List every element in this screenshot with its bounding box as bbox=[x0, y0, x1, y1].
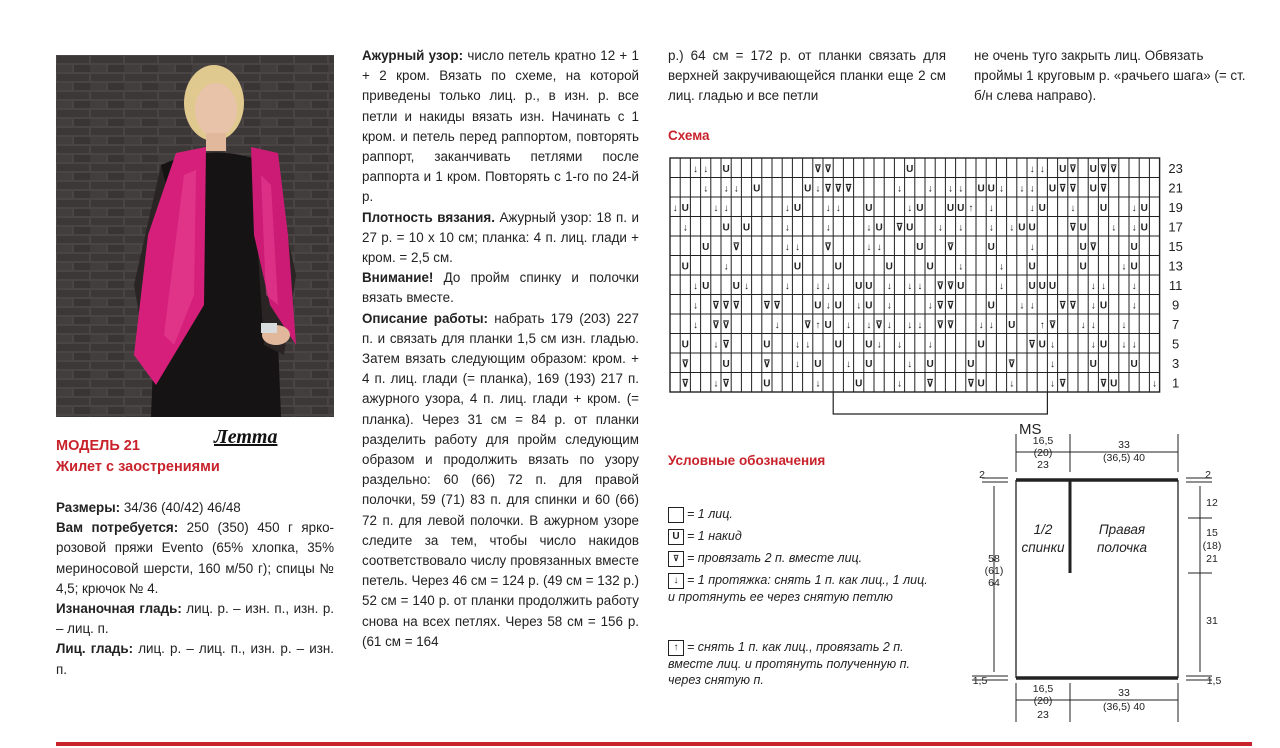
slip-down-symbol: ↓ bbox=[988, 202, 994, 214]
dim-left-1: 58 bbox=[988, 553, 1000, 565]
k2tog-symbol: ⊽ bbox=[732, 241, 740, 253]
k2tog-symbol: ⊽ bbox=[1059, 300, 1067, 312]
yarnover-symbol: U bbox=[906, 222, 914, 234]
k2tog-symbol: ⊽ bbox=[1099, 163, 1108, 175]
yarnover-symbol: U bbox=[722, 163, 730, 175]
slip-down-symbol: ↓ bbox=[1131, 202, 1137, 214]
slip-down-symbol: ↓ bbox=[1039, 163, 1045, 175]
slip-down-symbol: ↓ bbox=[866, 241, 872, 253]
slip-down-symbol: ↓ bbox=[897, 339, 902, 351]
slip-down-symbol: ↓ bbox=[1101, 280, 1106, 292]
dim-top-left-2: (20) bbox=[1033, 447, 1053, 459]
k2tog-symbol: ⊽ bbox=[814, 163, 822, 175]
yarnover-symbol: U bbox=[1059, 163, 1067, 175]
yarnover-symbol: U bbox=[702, 280, 710, 292]
yarnover-symbol: U bbox=[722, 222, 730, 234]
k2tog-symbol: ⊽ bbox=[712, 319, 720, 331]
yarnover-symbol: U bbox=[987, 183, 995, 195]
slip-down-symbol: ↓ bbox=[672, 202, 678, 214]
slip-down-symbol: ↓ bbox=[999, 183, 1004, 195]
dim-bottom-right-2: (36,5) 40 bbox=[1102, 701, 1146, 713]
yarnover-symbol: U bbox=[946, 202, 955, 214]
yarnover-symbol: U bbox=[1130, 241, 1138, 253]
k2tog-symbol: ⊽ bbox=[712, 300, 720, 312]
yarnover-symbol: U bbox=[804, 183, 812, 195]
front-label-2: полочка bbox=[1096, 540, 1148, 555]
row-number: 17 bbox=[1168, 219, 1183, 235]
k2tog-symbol: ⊽ bbox=[1069, 222, 1077, 234]
k2tog-symbol: ⊽ bbox=[936, 280, 944, 292]
slip-down-symbol: ↓ bbox=[744, 280, 749, 292]
legend-item-double-slip: ↑ = снять 1 п. как лиц., провязать 2 п. вместе лиц. и протянуть полученную п. через снятую п. bbox=[668, 640, 910, 687]
slip-down-symbol: ↓ bbox=[1009, 378, 1015, 390]
k2tog-symbol: ⊽ bbox=[967, 378, 975, 390]
slip-down-symbol: ↓ bbox=[784, 241, 790, 253]
yarnover-symbol: U bbox=[875, 222, 883, 234]
yarnover-symbol: U bbox=[722, 358, 730, 370]
slip-down-symbol: ↓ bbox=[1019, 300, 1025, 312]
yarnover-symbol: U bbox=[1048, 280, 1057, 292]
k2tog-symbol: ⊽ bbox=[1099, 183, 1108, 195]
slip-down-symbol: ↓ bbox=[825, 280, 831, 292]
yarnover-symbol: U bbox=[681, 202, 689, 214]
k2tog-symbol: ⊽ bbox=[1048, 319, 1057, 331]
yarnover-symbol: U bbox=[906, 163, 914, 175]
slip-up-symbol: ↑ bbox=[968, 202, 974, 214]
k2tog-symbol: ⊽ bbox=[1028, 339, 1036, 351]
slip-down-symbol: ↓ bbox=[1050, 378, 1055, 390]
slip-down-symbol: ↓ bbox=[784, 222, 790, 234]
yarnover-symbol: U bbox=[1048, 183, 1057, 195]
dim-right-31: 31 bbox=[1206, 615, 1218, 627]
slip-down-symbol: ↓ bbox=[1080, 319, 1086, 331]
slip-down-symbol: ↓ bbox=[693, 163, 698, 175]
yarnover-symbol: U bbox=[1089, 163, 1097, 175]
slip-down-symbol: ↓ bbox=[795, 339, 800, 351]
yarnover-symbol-icon: U bbox=[668, 529, 684, 545]
dim-right-12: 12 bbox=[1206, 497, 1218, 509]
chart-title: Схема bbox=[668, 128, 710, 143]
k2tog-symbol: ⊽ bbox=[926, 378, 934, 390]
yarnover-symbol: U bbox=[926, 261, 934, 273]
slip-down-symbol: ↓ bbox=[846, 319, 851, 331]
slip-down-symbol: ↓ bbox=[948, 183, 953, 195]
k2tog-symbol: ⊽ bbox=[722, 378, 730, 390]
dim-bottom-left-edge: 1,5 bbox=[972, 675, 988, 687]
slip-down-symbol: ↓ bbox=[988, 319, 994, 331]
yarnover-symbol: U bbox=[1140, 202, 1148, 214]
row-number: 15 bbox=[1168, 238, 1183, 254]
slip-down-symbol: ↓ bbox=[693, 319, 698, 331]
yarnover-symbol: U bbox=[967, 358, 975, 370]
slip-down-symbol: ↓ bbox=[1090, 280, 1096, 292]
k2tog-symbol: ⊽ bbox=[722, 339, 730, 351]
slip-down-symbol: ↓ bbox=[907, 202, 913, 214]
slip-down-symbol: ↓ bbox=[713, 378, 719, 390]
back-label-1: 1/2 bbox=[1033, 522, 1053, 537]
slip-down-symbol: ↓ bbox=[999, 261, 1004, 273]
slip-down-symbol: ↓ bbox=[1121, 261, 1127, 273]
k2tog-symbol: ⊽ bbox=[946, 241, 955, 253]
yarnover-symbol: U bbox=[1028, 280, 1036, 292]
dim-top-right-edge: 2 bbox=[1205, 469, 1211, 481]
watermark: Летта bbox=[214, 426, 278, 448]
dim-bottom-right-edge: 1,5 bbox=[1206, 675, 1222, 687]
knitting-chart bbox=[666, 154, 1190, 434]
slip-down-symbol: ↓ bbox=[713, 339, 719, 351]
slip-down-symbol: ↓ bbox=[1152, 378, 1157, 390]
slip-down-symbol: ↓ bbox=[846, 358, 851, 370]
dim-right-15-3: 21 bbox=[1206, 553, 1218, 565]
yarnover-symbol: U bbox=[1099, 339, 1108, 351]
yarnover-symbol: U bbox=[865, 280, 873, 292]
slip-down-symbol: ↓ bbox=[958, 222, 964, 234]
slip-down-symbol: ↓ bbox=[876, 241, 882, 253]
slip-down-symbol: ↓ bbox=[815, 280, 821, 292]
yarnover-symbol: U bbox=[1008, 319, 1016, 331]
yarnover-symbol: U bbox=[1018, 222, 1026, 234]
k2tog-symbol: ⊽ bbox=[1089, 241, 1097, 253]
yarnover-symbol: U bbox=[834, 261, 842, 273]
slip-down-symbol: ↓ bbox=[1090, 319, 1096, 331]
slip-down-symbol: ↓ bbox=[1009, 222, 1015, 234]
yarnover-symbol: U bbox=[855, 378, 863, 390]
dim-bottom-left-2: (20) bbox=[1033, 695, 1053, 707]
pattern-schematic bbox=[960, 428, 1230, 728]
slip-down-symbol: ↓ bbox=[876, 339, 882, 351]
slip-down-symbol: ↓ bbox=[682, 222, 688, 234]
front-label-1: Правая bbox=[1098, 522, 1146, 537]
yarnover-symbol: U bbox=[977, 378, 985, 390]
yarnover-symbol: U bbox=[793, 261, 802, 273]
slip-down-symbol: ↓ bbox=[988, 222, 994, 234]
k2tog-symbol: ⊽ bbox=[824, 241, 832, 253]
k2tog-symbol: ⊽ bbox=[1008, 358, 1016, 370]
slip-down-symbol: ↓ bbox=[1131, 222, 1137, 234]
dim-top-right-2: (36,5) 40 bbox=[1102, 452, 1146, 464]
yarnover-symbol: U bbox=[855, 280, 863, 292]
column-2 bbox=[362, 46, 639, 652]
yarnover-symbol: U bbox=[732, 280, 740, 292]
k2tog-symbol: ⊽ bbox=[681, 378, 689, 390]
dim-bottom-left-1: 16,5 bbox=[1032, 683, 1054, 695]
slip-down-symbol: ↓ bbox=[1121, 339, 1127, 351]
slip-down-symbol: ↓ bbox=[1131, 339, 1137, 351]
row-number: 3 bbox=[1171, 355, 1180, 371]
yarnover-symbol: U bbox=[1038, 339, 1046, 351]
slip-down-symbol: ↓ bbox=[886, 300, 892, 312]
yarnover-symbol: U bbox=[1130, 358, 1138, 370]
yarnover-symbol: U bbox=[681, 339, 689, 351]
sizes-paragraph: Размеры: 34/36 (40/42) 46/48 bbox=[56, 500, 241, 515]
description-paragraph: Описание работы: набрать 179 (203) 227 п. и связать для планки 1,5 см изн. гладью. Затем вязать следующим образом: кром. + 4 п. лиц. глади (= планка), 169 (193) 217 п. ажурного узора, 4 п. лиц. глади + кром. (= планка). Через 31 см = 84 р. от планки разделить работу для пройм следующим образом и продолжить вязать по узору раздельно: 60 (66) 72 п. для правой полочки, 59 (71) 83 п. для спинки и 60 (66) 72 п. для левой полочки. В ажурном узоре следите за тем, чтобы число накидов соответствовало числу провязанных вместе петель. Через 46 см = 124 р. (49 см = 132 р.) 52 см = 140 р. от планки продолжить работу снова на всех петлях. Через 58 см = 156 р. (61 см = 164 bbox=[362, 310, 640, 649]
slip-down-symbol: ↓ bbox=[917, 319, 923, 331]
yarnover-symbol: U bbox=[702, 241, 710, 253]
model-subtitle: Жилет с заострениями bbox=[56, 459, 220, 475]
yarnover-symbol: U bbox=[926, 358, 934, 370]
slip-down-symbol: ↓ bbox=[835, 202, 841, 214]
legend-item-k2tog: ⊽ = провязать 2 п. вместе лиц. bbox=[668, 550, 862, 567]
note-paragraph: Внимание! До пройм спинку и полочки вязать вместе. bbox=[362, 270, 639, 306]
yarnover-symbol: U bbox=[1089, 358, 1097, 370]
slip-down-symbol: ↓ bbox=[713, 202, 719, 214]
yarnover-symbol: U bbox=[763, 339, 771, 351]
slip-down-symbol: ↓ bbox=[774, 319, 780, 331]
slip-down-symbol: ↓ bbox=[733, 183, 739, 195]
slip-down-symbol: ↓ bbox=[693, 280, 698, 292]
slip-down-symbol: ↓ bbox=[805, 339, 811, 351]
slip-down-symbol: ↓ bbox=[1029, 163, 1035, 175]
yarnover-symbol: U bbox=[1130, 261, 1138, 273]
knit-symbol-icon bbox=[668, 507, 684, 523]
slip-down-symbol: ↓ bbox=[693, 300, 698, 312]
slip-up-symbol: ↑ bbox=[815, 319, 821, 331]
dim-right-15-2: (18) bbox=[1202, 540, 1222, 552]
slip-up-symbol: ↑ bbox=[1039, 319, 1045, 331]
slip-down-symbol: ↓ bbox=[937, 222, 943, 234]
k2tog-symbol: ⊽ bbox=[895, 222, 904, 234]
legend-item-slip: ↓ = 1 протяжка: снять 1 п. как лиц., 1 лиц. и протянуть ее через снятую петлю bbox=[668, 573, 928, 604]
slip-down-symbol: ↓ bbox=[795, 358, 800, 370]
dim-top-left-3: 23 bbox=[1037, 459, 1049, 471]
row-number: 21 bbox=[1168, 180, 1183, 196]
slip-down-symbol: ↓ bbox=[1029, 300, 1035, 312]
slip-down-symbol: ↓ bbox=[978, 319, 984, 331]
slip-down-symbol: ↓ bbox=[1121, 319, 1127, 331]
yarnover-symbol: U bbox=[1028, 261, 1036, 273]
model-title: МОДЕЛЬ 21 bbox=[56, 438, 140, 454]
dim-bottom-left-3: 23 bbox=[1037, 709, 1049, 721]
yarnover-symbol: U bbox=[753, 183, 761, 195]
row-number: 7 bbox=[1171, 316, 1180, 332]
yarnover-symbol: U bbox=[1038, 202, 1046, 214]
slip-down-symbol: ↓ bbox=[958, 183, 964, 195]
slip-down-symbol: ↓ bbox=[1111, 222, 1117, 234]
row-number: 9 bbox=[1171, 297, 1180, 313]
slip-down-symbol: ↓ bbox=[907, 358, 913, 370]
yarnover-symbol: U bbox=[865, 358, 873, 370]
yarnover-symbol: U bbox=[987, 241, 995, 253]
k2tog-symbol: ⊽ bbox=[824, 163, 832, 175]
yarnover-symbol: U bbox=[865, 339, 873, 351]
dim-left-3: 64 bbox=[988, 577, 1000, 589]
model-photo bbox=[56, 55, 334, 417]
bottom-rule bbox=[56, 742, 1252, 746]
k2tog-symbol: ⊽ bbox=[773, 300, 781, 312]
slip-down-symbol-icon: ↓ bbox=[668, 573, 684, 589]
dim-left-2: (61) bbox=[984, 565, 1004, 577]
yarnover-symbol: U bbox=[1038, 280, 1046, 292]
slip-down-symbol: ↓ bbox=[897, 183, 902, 195]
slip-down-symbol: ↓ bbox=[1029, 241, 1035, 253]
k2tog-symbol: ⊽ bbox=[844, 183, 853, 195]
k2tog-symbol: ⊽ bbox=[936, 300, 944, 312]
k2tog-symbol: ⊽ bbox=[1069, 183, 1077, 195]
slip-down-symbol: ↓ bbox=[1131, 300, 1137, 312]
yarnover-symbol: U bbox=[681, 261, 689, 273]
dim-top-left-1: 16,5 bbox=[1032, 435, 1054, 447]
k2tog-symbol: ⊽ bbox=[1059, 378, 1067, 390]
slip-down-symbol: ↓ bbox=[825, 202, 831, 214]
photo-illustration bbox=[56, 55, 334, 417]
k2tog-symbol: ⊽ bbox=[763, 300, 771, 312]
yarnover-symbol: U bbox=[885, 261, 893, 273]
materials-paragraph: Вам потребуется: 250 (350) 450 г ярко-розовой пряжи Evento (65% хлопка, 35% мериносовой шерсти, 160 м/50 г); спицы № 4,5; крючок № 4. bbox=[56, 520, 334, 596]
slip-down-symbol: ↓ bbox=[897, 378, 902, 390]
slip-down-symbol: ↓ bbox=[1090, 300, 1096, 312]
yarnover-symbol: U bbox=[793, 202, 802, 214]
legend-item-yarnover: U = 1 накид bbox=[668, 528, 742, 545]
slip-down-symbol: ↓ bbox=[886, 280, 892, 292]
slip-down-symbol: ↓ bbox=[856, 300, 862, 312]
yarnover-symbol: U bbox=[1028, 222, 1036, 234]
slip-down-symbol: ↓ bbox=[999, 280, 1004, 292]
yarnover-symbol: U bbox=[1079, 222, 1087, 234]
yarnover-symbol: U bbox=[1079, 261, 1087, 273]
slip-down-symbol: ↓ bbox=[784, 280, 790, 292]
k2tog-symbol: ⊽ bbox=[1110, 163, 1118, 175]
repeat-label: MS bbox=[1019, 421, 1042, 434]
yarnover-symbol: U bbox=[1089, 183, 1097, 195]
yarnover-symbol: U bbox=[957, 202, 965, 214]
slip-down-symbol: ↓ bbox=[795, 241, 800, 253]
row-number: 5 bbox=[1171, 336, 1180, 352]
slip-down-symbol: ↓ bbox=[1131, 280, 1137, 292]
yarnover-symbol: U bbox=[763, 378, 771, 390]
k2tog-symbol: ⊽ bbox=[763, 358, 771, 370]
yarnover-symbol: U bbox=[1079, 241, 1087, 253]
yarnover-symbol: U bbox=[865, 202, 873, 214]
yarnover-symbol: U bbox=[1140, 222, 1148, 234]
row-number: 19 bbox=[1168, 199, 1183, 215]
k2tog-symbol: ⊽ bbox=[681, 358, 689, 370]
purl-paragraph: Изнаночная гладь: лиц. р. – изн. п., изн. р. – лиц. п. bbox=[56, 601, 335, 637]
k2tog-symbol: ⊽ bbox=[804, 319, 812, 331]
yarnover-symbol: U bbox=[824, 319, 832, 331]
k2tog-symbol: ⊽ bbox=[732, 300, 740, 312]
row-number: 13 bbox=[1168, 258, 1183, 274]
lace-paragraph: Ажурный узор: число петель кратно 12 + 1 + 2 кром. Вязать по схеме, на которой приведены только лиц. р., в изн. р. все петли и накиды вязать изн. Начинать с 1 кром. и петель перед раппортом, повторять раппорт, заканчивать петлями после раппорта и 1 кром. Повторять с 1-го по 24-й р. bbox=[362, 48, 639, 205]
yarnover-symbol: U bbox=[834, 339, 842, 351]
row-number: 1 bbox=[1171, 375, 1180, 391]
slip-down-symbol: ↓ bbox=[815, 378, 821, 390]
k2tog-symbol: ⊽ bbox=[1059, 183, 1067, 195]
slip-down-symbol: ↓ bbox=[886, 319, 892, 331]
slip-down-symbol: ↓ bbox=[958, 261, 964, 273]
slip-down-symbol: ↓ bbox=[927, 300, 933, 312]
slip-down-symbol: ↓ bbox=[703, 163, 709, 175]
k2tog-symbol-icon: ⊽ bbox=[668, 551, 684, 567]
column-1 bbox=[56, 498, 334, 680]
slip-down-symbol: ↓ bbox=[1050, 339, 1055, 351]
yarnover-symbol: U bbox=[977, 339, 985, 351]
yarnover-symbol: U bbox=[1099, 202, 1108, 214]
slip-down-symbol: ↓ bbox=[825, 222, 831, 234]
row-number: 23 bbox=[1168, 160, 1183, 176]
column-3: р.) 64 см = 172 р. от планки связать для верхней закручивающейся планки еще 2 см лиц. гладью и все петли bbox=[668, 48, 946, 104]
slip-up-symbol-icon: ↑ bbox=[668, 640, 684, 656]
yarnover-symbol: U bbox=[865, 300, 873, 312]
slip-down-symbol: ↓ bbox=[1050, 358, 1055, 370]
k2tog-symbol: ⊽ bbox=[1069, 300, 1077, 312]
slip-down-symbol: ↓ bbox=[825, 300, 831, 312]
yarnover-symbol: U bbox=[1099, 300, 1108, 312]
slip-down-symbol: ↓ bbox=[907, 280, 913, 292]
slip-down-symbol: ↓ bbox=[866, 319, 872, 331]
yarnover-symbol: U bbox=[742, 222, 751, 234]
slip-down-symbol: ↓ bbox=[1090, 339, 1096, 351]
slip-down-symbol: ↓ bbox=[703, 183, 709, 195]
slip-down-symbol: ↓ bbox=[723, 261, 729, 273]
k2tog-symbol: ⊽ bbox=[824, 183, 832, 195]
dim-top-right-1: 33 bbox=[1118, 439, 1130, 451]
yarnover-symbol: U bbox=[1110, 378, 1118, 390]
dim-top-left-edge: 2 bbox=[979, 469, 985, 481]
dim-bottom-right-1: 33 bbox=[1118, 687, 1130, 699]
slip-down-symbol: ↓ bbox=[784, 202, 790, 214]
slip-down-symbol: ↓ bbox=[1070, 202, 1076, 214]
yarnover-symbol: U bbox=[814, 300, 822, 312]
k2tog-symbol: ⊽ bbox=[722, 319, 730, 331]
slip-down-symbol: ↓ bbox=[723, 183, 729, 195]
slip-down-symbol: ↓ bbox=[927, 339, 933, 351]
yarnover-symbol: U bbox=[814, 358, 822, 370]
k2tog-symbol: ⊽ bbox=[722, 300, 730, 312]
slip-down-symbol: ↓ bbox=[1019, 183, 1025, 195]
k2tog-symbol: ⊽ bbox=[946, 300, 955, 312]
slip-down-symbol: ↓ bbox=[1029, 183, 1035, 195]
legend-item-knit: = 1 лиц. bbox=[668, 506, 733, 523]
back-label-2: спинки bbox=[1021, 540, 1065, 555]
slip-down-symbol: ↓ bbox=[1029, 202, 1035, 214]
slip-down-symbol: ↓ bbox=[907, 319, 913, 331]
k2tog-symbol: ⊽ bbox=[875, 319, 883, 331]
column-4: не очень туго закрыть лиц. Обвязать проймы 1 круговым р. «рачьего шага» (= ст. б/н слева направо). bbox=[974, 48, 1246, 104]
slip-down-symbol: ↓ bbox=[723, 202, 729, 214]
k2tog-symbol: ⊽ bbox=[1099, 378, 1108, 390]
slip-down-symbol: ↓ bbox=[917, 280, 923, 292]
yarnover-symbol: U bbox=[957, 280, 965, 292]
slip-down-symbol: ↓ bbox=[927, 183, 933, 195]
yarnover-symbol: U bbox=[977, 183, 985, 195]
knit-paragraph: Лиц. гладь: лиц. р. – лиц. п., изн. р. – изн. п. bbox=[56, 641, 334, 677]
k2tog-symbol: ⊽ bbox=[1069, 163, 1077, 175]
gauge-paragraph: Плотность вязания. Ажурный узор: 18 п. и 27 р. = 10 x 10 см; планка: 4 п. лиц. глади + кром. = 2,5 см. bbox=[362, 209, 639, 266]
k2tog-symbol: ⊽ bbox=[946, 280, 955, 292]
slip-down-symbol: ↓ bbox=[866, 222, 872, 234]
yarnover-symbol: U bbox=[916, 241, 924, 253]
k2tog-symbol: ⊽ bbox=[936, 319, 944, 331]
yarnover-symbol: U bbox=[987, 300, 995, 312]
k2tog-symbol: ⊽ bbox=[834, 183, 842, 195]
dim-right-15-1: 15 bbox=[1206, 527, 1218, 539]
slip-down-symbol: ↓ bbox=[815, 183, 821, 195]
yarnover-symbol: U bbox=[916, 202, 924, 214]
row-number: 11 bbox=[1168, 277, 1183, 293]
yarnover-symbol: U bbox=[834, 300, 842, 312]
legend-title: Условные обозначения bbox=[668, 453, 826, 468]
k2tog-symbol: ⊽ bbox=[946, 319, 955, 331]
